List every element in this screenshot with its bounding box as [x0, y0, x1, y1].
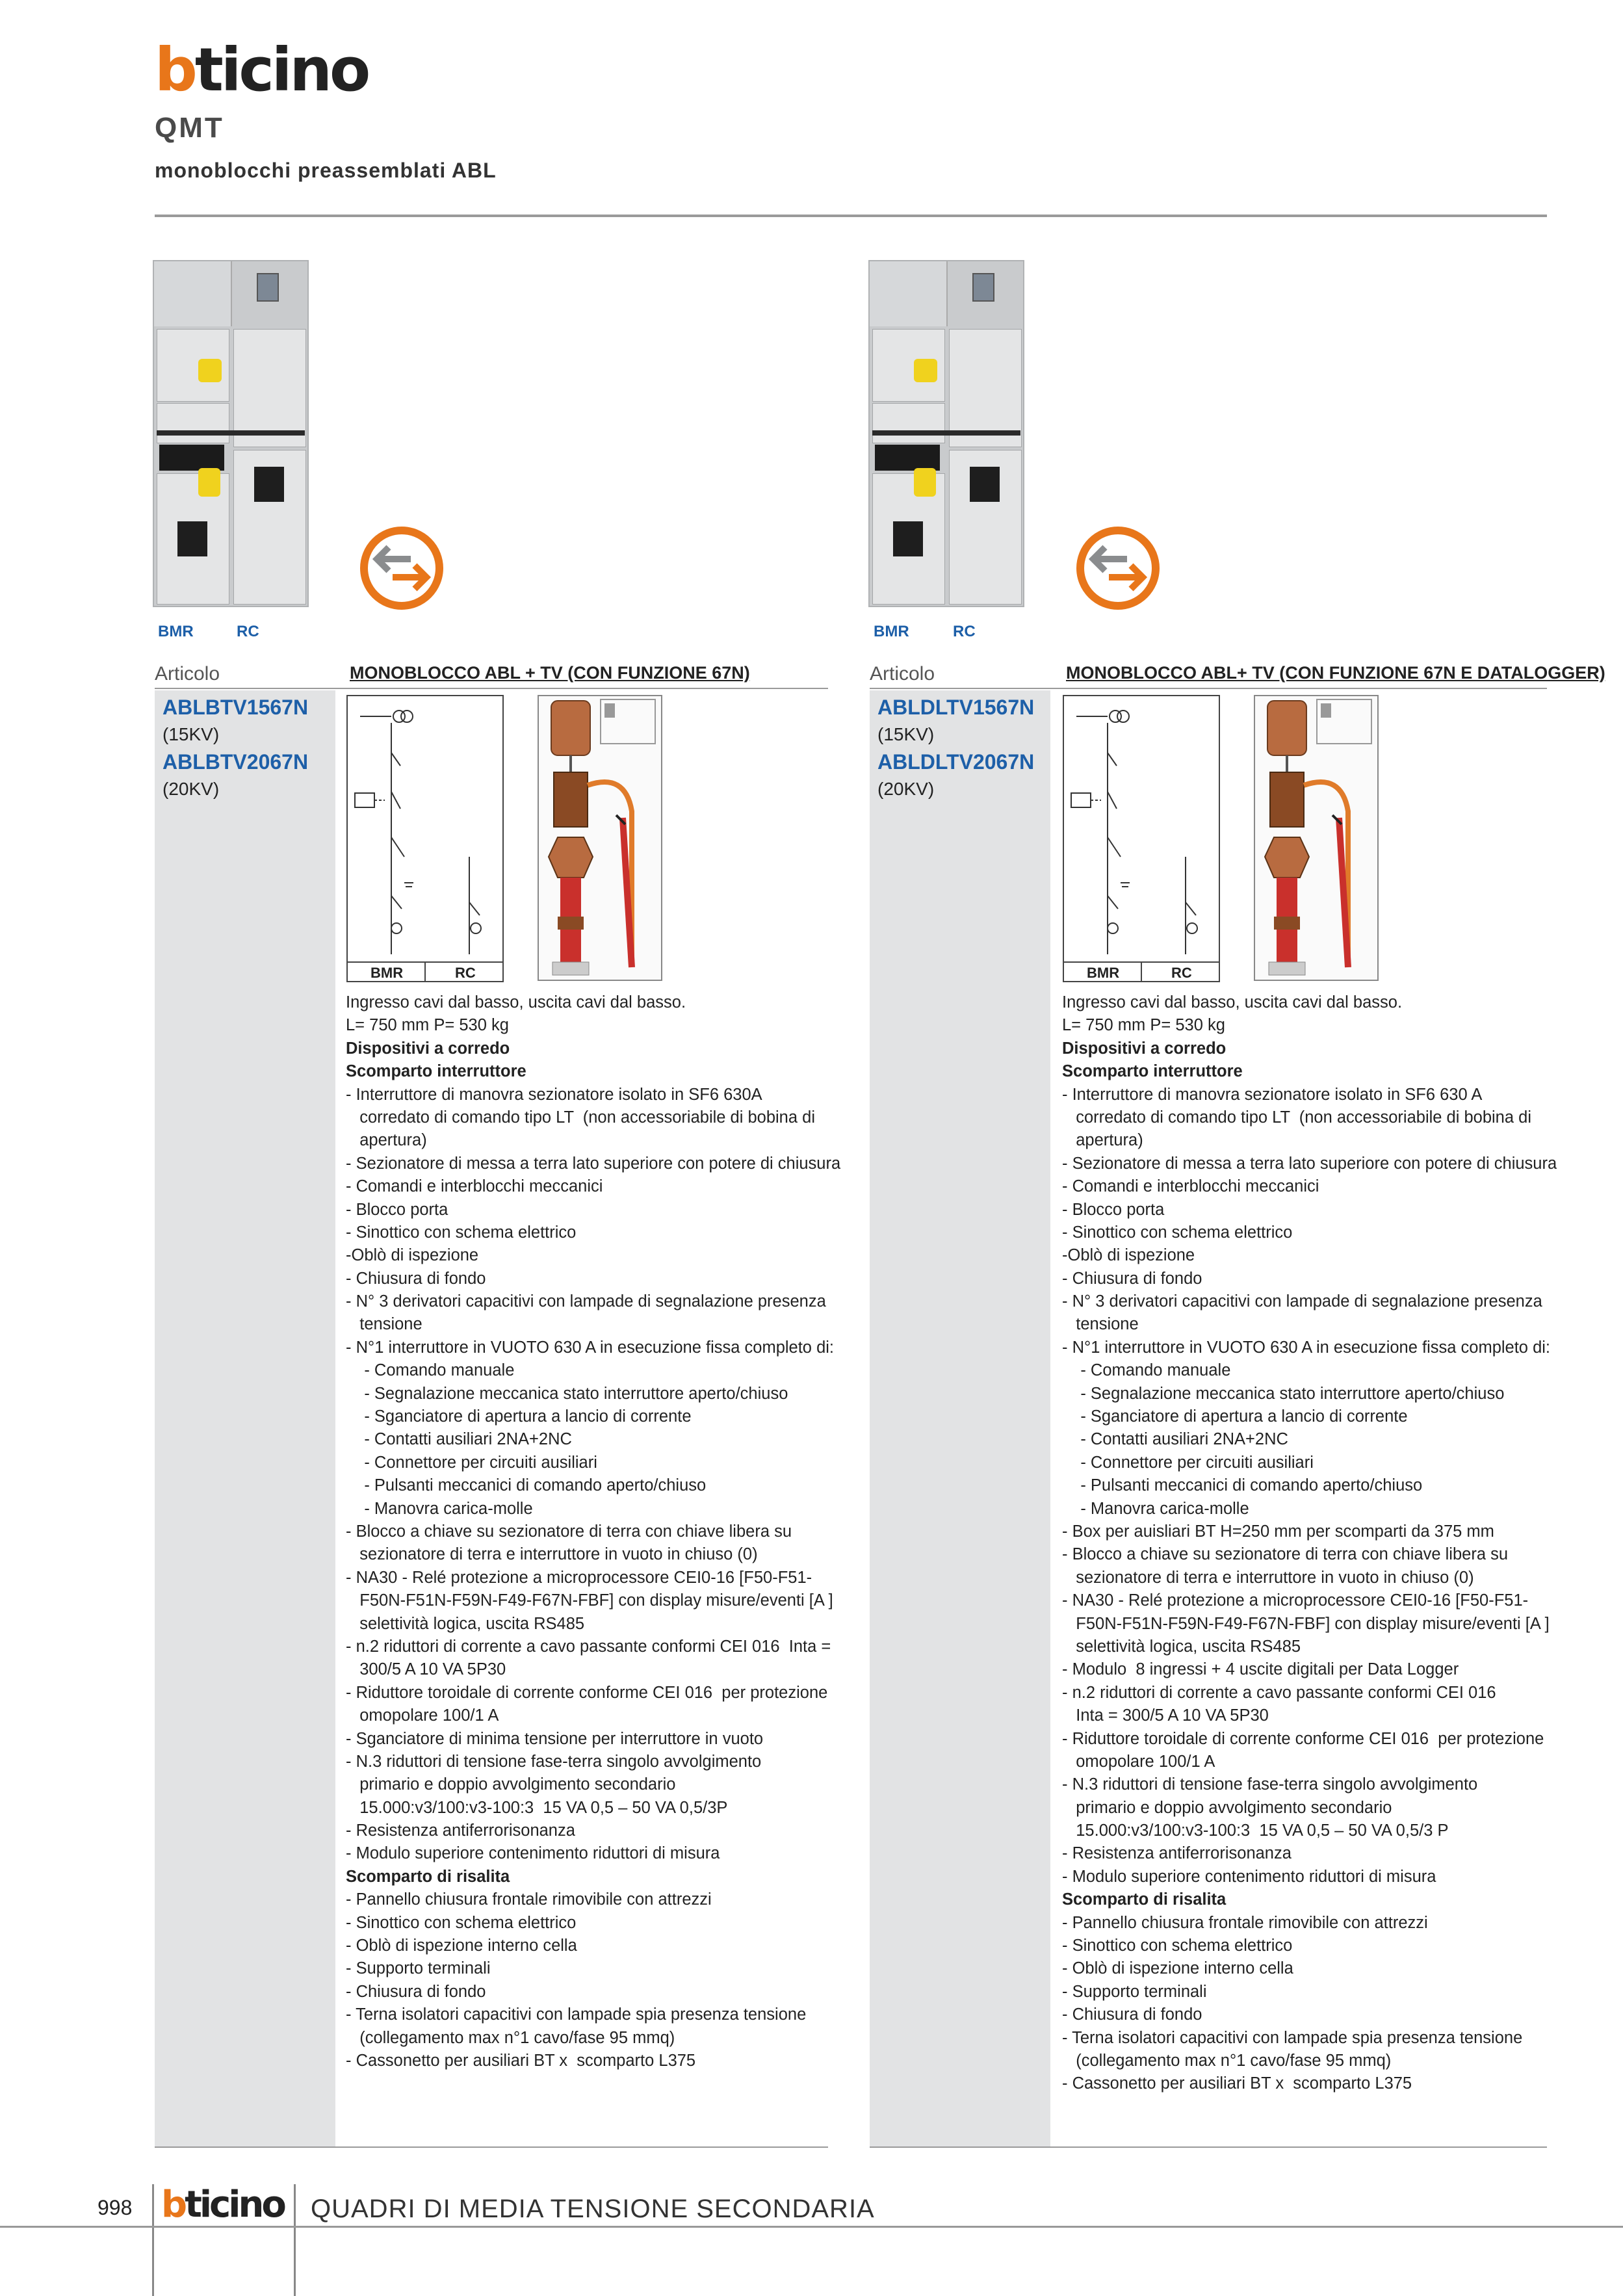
description-line: corredato di comando tipo LT (non accessoriabile di bobina di	[1062, 1108, 1531, 1127]
description-line: - Pannello chiusura frontale rimovibile con attrezzi	[346, 1890, 712, 1909]
description-line: Ingresso cavi dal basso, uscita cavi dal basso.	[346, 993, 686, 1011]
articolo-header: Articolo	[155, 663, 220, 685]
description-line: - Riduttore toroidale di corrente conforme CEI 016 per protezione	[1062, 1729, 1544, 1748]
description-line: - Manovra carica-molle	[1062, 1499, 1249, 1518]
description-line: - Cassonetto per ausiliari BT x scomparto L375	[1062, 2074, 1412, 2093]
article-voltage: (15KV)	[877, 724, 935, 744]
single-line-diagram	[346, 694, 828, 984]
article-code: ABLDLTV2067N	[877, 750, 1035, 774]
in-out-swap-icon	[1072, 523, 1163, 614]
table-bottom-rule	[870, 2146, 1547, 2148]
description-block	[1062, 991, 1557, 2096]
product-photo-1	[153, 260, 309, 607]
description-line: F50N-F51N-F59N-F49-F67N-FBF] con display misure/eventi [A ]	[1062, 1614, 1550, 1633]
description-line: selettività logica, uscita RS485	[1062, 1637, 1301, 1656]
footer-rule	[0, 2226, 1623, 2228]
description-line: - Chiusura di fondo	[1062, 2005, 1202, 2024]
footer-divider	[294, 2184, 296, 2296]
description-line: apertura)	[346, 1131, 427, 1150]
description-line: -Oblò di ispezione	[346, 1246, 479, 1265]
description-line: Ingresso cavi dal basso, uscita cavi dal basso.	[1062, 993, 1403, 1011]
description-line: - Blocco a chiave su sezionatore di terra con chiave libera su	[346, 1522, 792, 1541]
description-line: primario e doppio avvolgimento secondario	[1062, 1798, 1392, 1817]
description-line: F50N-F51N-F59N-F49-F67N-FBF] con display misure/eventi [A ]	[346, 1591, 833, 1610]
description-line: - Sezionatore di messa a terra lato superiore con potere di chiusura	[1062, 1154, 1557, 1173]
description-line: - N° 3 derivatori capacitivi con lampade di segnalazione presenza	[346, 1292, 826, 1311]
description-line: - Pulsanti meccanici di comando aperto/chiuso	[1062, 1476, 1423, 1495]
description-heading: Scomparto interruttore	[1062, 1062, 1243, 1081]
article-code: ABLBTV1567N	[162, 696, 309, 719]
photo-label-bmr: BMR	[158, 623, 194, 640]
description-line: - Riduttore toroidale di corrente conforme CEI 016 per protezione	[346, 1683, 828, 1702]
description-line: - NA30 - Relé protezione a microprocessore CEI0-16 [F50-F51-	[346, 1568, 812, 1587]
article-voltage: (15KV)	[162, 724, 220, 744]
description-line: - Sinottico con schema elettrico	[1062, 1223, 1293, 1242]
description-line: L= 750 mm P= 530 kg	[346, 1016, 509, 1035]
description-line: - Sganciatore di apertura a lancio di corrente	[346, 1407, 692, 1426]
description-line: - Modulo 8 ingressi + 4 uscite digitali per Data Logger	[1062, 1660, 1459, 1679]
page-title: QMT	[155, 112, 224, 144]
description-line: - Oblò di ispezione interno cella	[346, 1937, 577, 1955]
column-title: MONOBLOCCO ABL+ TV (CON FUNZIONE 67N E DATALOGGER)	[1066, 663, 1605, 683]
description-line: - Interruttore di manovra sezionatore isolato in SF6 630A	[346, 1085, 762, 1104]
description-line: - Terna isolatori capacitivi con lampade spia presenza tensione	[1062, 2028, 1523, 2047]
table-bottom-rule	[155, 2146, 828, 2148]
description-line: - Cassonetto per ausiliari BT x scomparto L375	[346, 2051, 696, 2070]
table-header-rule	[155, 688, 828, 689]
description-line: - Comandi e interblocchi meccanici	[1062, 1177, 1319, 1196]
description-line: - Connettore per circuiti ausiliari	[346, 1453, 597, 1472]
description-line: - Resistenza antiferrorisonanza	[346, 1821, 575, 1840]
diagram-label-bmr: BMR	[370, 965, 404, 981]
column-title: MONOBLOCCO ABL + TV (CON FUNZIONE 67N)	[350, 663, 750, 683]
description-line: - Contatti ausiliari 2NA+2NC	[1062, 1430, 1288, 1449]
description-line: - Blocco a chiave su sezionatore di terra con chiave libera su	[1062, 1545, 1509, 1564]
description-line: - Box per auisliari BT H=250 mm per scomparti da 375 mm	[1062, 1522, 1494, 1541]
single-line-diagram	[1062, 694, 1544, 984]
description-line: corredato di comando tipo LT (non accessoriabile di bobina di	[346, 1108, 815, 1127]
description-line: - Comando manuale	[346, 1361, 515, 1380]
description-line: - Sinottico con schema elettrico	[1062, 1937, 1293, 1955]
description-line: omopolare 100/1 A	[1062, 1752, 1215, 1771]
photo-label-rc: RC	[237, 623, 259, 640]
description-line: - Supporto terminali	[1062, 1982, 1207, 2001]
description-line: - NA30 - Relé protezione a microprocessore CEI0-16 [F50-F51-	[1062, 1591, 1529, 1610]
description-line: - Resistenza antiferrorisonanza	[1062, 1844, 1292, 1863]
description-line: - Sezionatore di messa a terra lato superiore con potere di chiusura	[346, 1154, 841, 1173]
description-line: - Supporto terminali	[346, 1959, 491, 1978]
description-block	[346, 991, 840, 2072]
description-line: L= 750 mm P= 530 kg	[1062, 1016, 1225, 1035]
description-line: - Chiusura di fondo	[346, 1269, 486, 1288]
description-line: - Connettore per circuiti ausiliari	[1062, 1453, 1314, 1472]
brand-logo: bticino	[155, 35, 369, 105]
description-line: - N.3 riduttori di tensione fase-terra singolo avvolgimento	[1062, 1775, 1478, 1794]
article-voltage: (20KV)	[162, 779, 220, 799]
description-line: apertura)	[1062, 1131, 1143, 1150]
description-line: - n.2 riduttori di corrente a cavo passante conformi CEI 016	[1062, 1683, 1496, 1702]
description-line: - Terna isolatori capacitivi con lampade spia presenza tensione	[346, 2005, 807, 2024]
description-heading: Scomparto di risalita	[1062, 1890, 1227, 1909]
description-line: - Blocco porta	[346, 1200, 448, 1219]
description-line: Inta = 300/5 A 10 VA 5P30	[1062, 1706, 1269, 1725]
article-code: ABLBTV2067N	[162, 750, 309, 774]
description-line: - Modulo superiore contenimento riduttori di misura	[1062, 1867, 1436, 1886]
description-line: -Oblò di ispezione	[1062, 1246, 1195, 1265]
description-line: - N°1 interruttore in VUOTO 630 A in esecuzione fissa completo di:	[346, 1338, 835, 1357]
description-line: - Chiusura di fondo	[346, 1982, 486, 2001]
description-line: - Chiusura di fondo	[1062, 1269, 1202, 1288]
diagram-label-rc: RC	[1171, 965, 1192, 981]
page-subtitle: monoblocchi preassemblati ABL	[155, 159, 497, 182]
description-line: - n.2 riduttori di corrente a cavo passante conformi CEI 016 Inta =	[346, 1637, 831, 1656]
description-line: tensione	[1062, 1315, 1139, 1334]
in-out-swap-icon	[356, 523, 447, 614]
description-line: tensione	[346, 1315, 422, 1334]
description-line: - Sganciatore di apertura a lancio di corrente	[1062, 1407, 1408, 1426]
description-line: primario e doppio avvolgimento secondario	[346, 1775, 676, 1794]
description-line: - Modulo superiore contenimento riduttori di misura	[346, 1844, 720, 1863]
description-line: - Sganciatore di minima tensione per interruttore in vuoto	[346, 1729, 764, 1748]
description-line: - Manovra carica-molle	[346, 1499, 533, 1518]
article-code: ABLDLTV1567N	[877, 696, 1035, 719]
footer-brand-logo: bticino	[161, 2184, 284, 2226]
description-line: - Oblò di ispezione interno cella	[1062, 1959, 1293, 1978]
page-number: 998	[97, 2196, 133, 2219]
photo-label-rc: RC	[953, 623, 976, 640]
description-line: - Sinottico con schema elettrico	[346, 1223, 577, 1242]
description-line: - Blocco porta	[1062, 1200, 1165, 1219]
table-header-rule	[870, 688, 1547, 689]
article-code-column	[870, 690, 1050, 2146]
footer-section-title: QUADRI DI MEDIA TENSIONE SECONDARIA	[311, 2195, 875, 2223]
description-line: - N°1 interruttore in VUOTO 630 A in esecuzione fissa completo di:	[1062, 1338, 1551, 1357]
description-line: 15.000:v3/100:v3-100:3 15 VA 0,5 – 50 VA 0,5/3 P	[1062, 1821, 1449, 1840]
description-line: - Pannello chiusura frontale rimovibile con attrezzi	[1062, 1913, 1428, 1932]
description-line: - Contatti ausiliari 2NA+2NC	[346, 1430, 572, 1449]
description-heading: Dispositivi a corredo	[1062, 1039, 1227, 1058]
description-line: (collegamento max n°1 cavo/fase 95 mmq)	[1062, 2051, 1392, 2070]
footer-divider	[152, 2184, 154, 2296]
description-line: 300/5 A 10 VA 5P30	[346, 1660, 506, 1679]
description-heading: Scomparto di risalita	[346, 1867, 510, 1886]
product-photo-2	[868, 260, 1024, 607]
description-line: - Segnalazione meccanica stato interruttore aperto/chiuso	[346, 1384, 788, 1403]
description-line: - Pulsanti meccanici di comando aperto/chiuso	[346, 1476, 707, 1495]
article-code-column	[155, 690, 335, 2146]
description-line: - Comandi e interblocchi meccanici	[346, 1177, 603, 1196]
header-divider	[155, 215, 1547, 217]
photo-label-bmr: BMR	[874, 623, 909, 640]
description-line: selettività logica, uscita RS485	[346, 1614, 585, 1633]
articolo-header: Articolo	[870, 663, 935, 685]
description-heading: Dispositivi a corredo	[346, 1039, 510, 1058]
description-heading: Scomparto interruttore	[346, 1062, 526, 1081]
description-line: - Comando manuale	[1062, 1361, 1231, 1380]
description-line: sezionatore di terra e interruttore in vuoto in chiuso (0)	[346, 1545, 758, 1564]
diagram-label-bmr: BMR	[1087, 965, 1120, 981]
description-line: - N° 3 derivatori capacitivi con lampade di segnalazione presenza	[1062, 1292, 1542, 1311]
description-line: - N.3 riduttori di tensione fase-terra singolo avvolgimento	[346, 1752, 762, 1771]
description-line: omopolare 100/1 A	[346, 1706, 499, 1725]
description-line: - Interruttore di manovra sezionatore isolato in SF6 630 A	[1062, 1085, 1483, 1104]
description-line: - Sinottico con schema elettrico	[346, 1913, 577, 1932]
description-line: - Segnalazione meccanica stato interruttore aperto/chiuso	[1062, 1384, 1505, 1403]
diagram-label-rc: RC	[455, 965, 476, 981]
article-voltage: (20KV)	[877, 779, 935, 799]
description-line: sezionatore di terra e interruttore in vuoto in chiuso (0)	[1062, 1568, 1474, 1587]
description-line: 15.000:v3/100:v3-100:3 15 VA 0,5 – 50 VA 0,5/3P	[346, 1798, 728, 1817]
description-line: (collegamento max n°1 cavo/fase 95 mmq)	[346, 2028, 675, 2047]
